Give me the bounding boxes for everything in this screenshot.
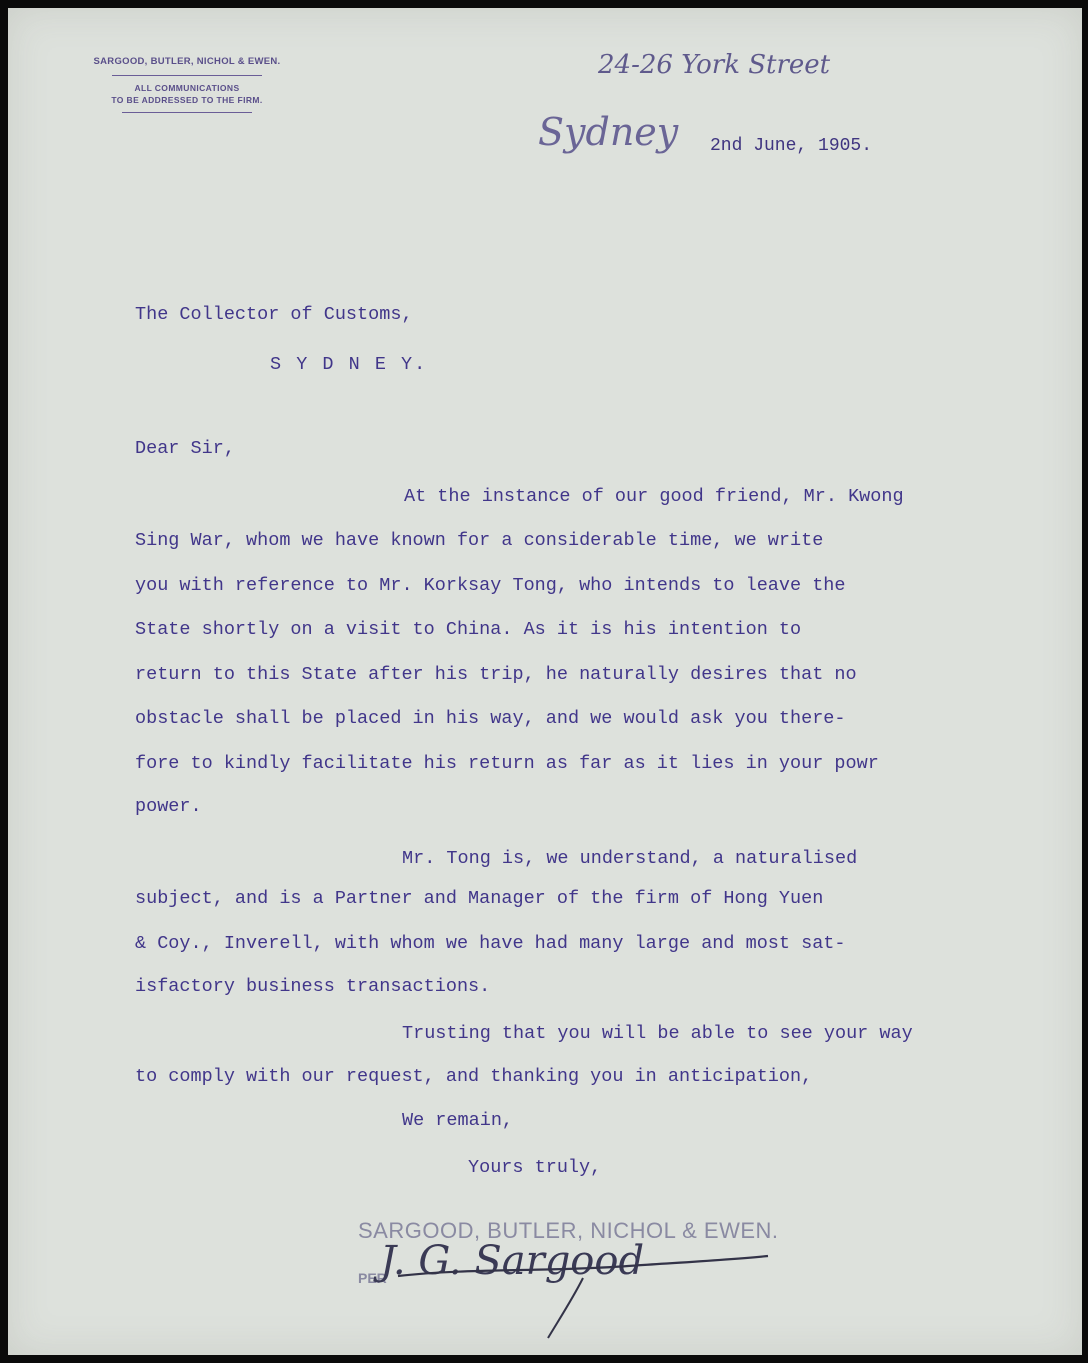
letterhead-note-line2: TO BE ADDRESSED TO THE FIRM. xyxy=(111,95,263,105)
letter-date: 2nd June, 1905. xyxy=(710,136,873,156)
signature-firm-stamp: SARGOOD, BUTLER, NICHOL & EWEN. xyxy=(358,1218,779,1243)
body-line: subject, and is a Partner and Manager of the firm of Hong Yuen xyxy=(135,888,824,909)
body-line: isfactory business transactions. xyxy=(135,976,491,997)
handwritten-city: Sydney xyxy=(538,110,679,154)
body-line: At the instance of our good friend, Mr. Kwong xyxy=(404,486,904,507)
signature-per-label: PER xyxy=(358,1270,387,1286)
handwritten-signature: J. G. Sargood xyxy=(380,1238,645,1284)
body-line: return to this State after his trip, he naturally desires that no xyxy=(135,664,857,685)
body-line: obstacle shall be placed in his way, and we would ask you there- xyxy=(135,708,846,729)
letterhead xyxy=(72,56,302,113)
signature-flourish xyxy=(388,1238,788,1348)
salutation: Dear Sir, xyxy=(135,438,235,459)
letterhead-underline xyxy=(122,112,252,113)
letter-page xyxy=(8,8,1082,1355)
body-line: Sing War, whom we have known for a considerable time, we write xyxy=(135,530,824,551)
body-line: State shortly on a visit to China. As it is his intention to xyxy=(135,619,802,640)
body-line: & Coy., Inverell, with whom we have had many large and most sat- xyxy=(135,933,846,954)
body-line: power. xyxy=(135,796,202,817)
recipient-line-1: The Collector of Customs, xyxy=(135,304,413,325)
closing-we-remain: We remain, xyxy=(402,1110,514,1131)
body-line: fore to kindly facilitate his return as far as it lies in your powr xyxy=(135,753,879,774)
body-line: Mr. Tong is, we understand, a naturalised xyxy=(402,848,858,869)
letterhead-note-line1: ALL COMMUNICATIONS xyxy=(134,83,240,93)
letterhead-divider xyxy=(112,75,262,76)
handwritten-address: 24-26 York Street xyxy=(598,50,831,80)
recipient-line-2: S Y D N E Y. xyxy=(270,354,428,375)
body-line: Trusting that you will be able to see your way xyxy=(402,1023,913,1044)
letterhead-firm-name: SARGOOD, BUTLER, NICHOL & EWEN. xyxy=(93,56,281,67)
body-line: to comply with our request, and thanking you in anticipation, xyxy=(135,1066,813,1087)
body-line: you with reference to Mr. Korksay Tong, who intends to leave the xyxy=(135,575,846,596)
closing-yours-truly: Yours truly, xyxy=(468,1157,602,1178)
